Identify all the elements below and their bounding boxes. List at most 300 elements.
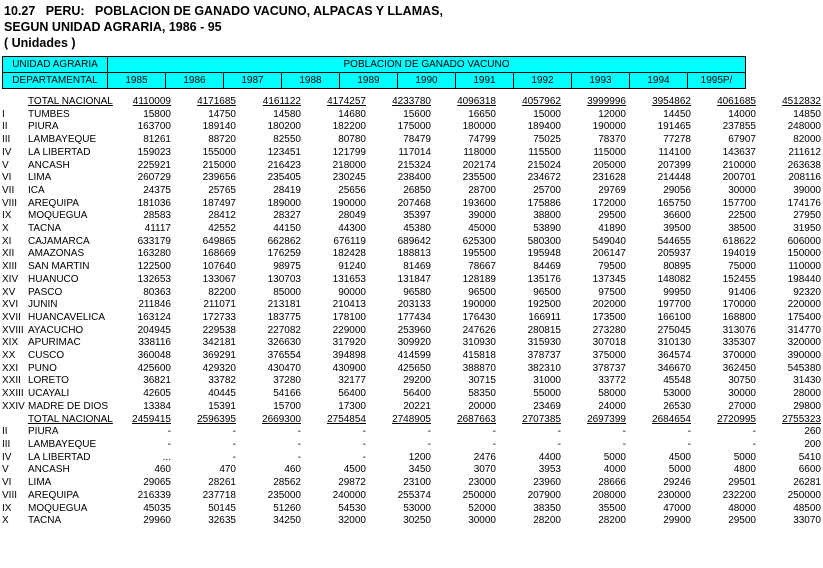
cell-value: 2459415	[132, 413, 171, 425]
cell-value: 31000	[533, 375, 561, 387]
cell-value: 14450	[663, 108, 691, 120]
row-label: CAJAMARCA	[28, 235, 90, 247]
cell-value: 2596395	[197, 413, 236, 425]
cell-value: 1200	[408, 451, 431, 463]
cell-value: 28583	[143, 210, 171, 222]
year-header: 1994	[630, 73, 688, 89]
cell-value: 175400	[787, 311, 821, 323]
cell-value: 4061685	[717, 96, 756, 107]
row-label: LIMA	[28, 477, 52, 489]
row-label: UCAYALI	[28, 388, 70, 400]
cell-value: 39500	[663, 223, 691, 235]
cell-value: 29769	[598, 184, 626, 196]
row-code: III	[2, 134, 11, 146]
cell-value: 170000	[722, 299, 756, 311]
table-row	[2, 388, 823, 401]
cell-value: 97500	[598, 286, 626, 298]
cell-value: 229538	[202, 324, 236, 336]
cell-value: 34250	[273, 515, 301, 527]
report-subtitle: SEGUN UNIDAD AGRARIA, 1986 - 95	[4, 20, 222, 34]
table-row	[2, 198, 823, 211]
cell-value: 205000	[592, 159, 626, 171]
cell-value: 29872	[338, 477, 366, 489]
row-code: II	[2, 121, 8, 133]
cell-value: 204945	[137, 324, 171, 336]
cell-value: 580300	[527, 235, 561, 247]
row-label: LAMBAYEQUE	[28, 134, 97, 146]
cell-value: 33772	[598, 375, 626, 387]
year-header: 1991	[456, 73, 514, 89]
cell-value: 207399	[657, 159, 691, 171]
cell-value: 207468	[397, 197, 431, 209]
group-header: POBLACION DE GANADO VACUNO	[108, 57, 746, 73]
cell-value: 163700	[137, 121, 171, 133]
cell-value: 3999996	[587, 96, 626, 107]
total-row	[2, 96, 823, 109]
cell-value: 42605	[143, 388, 171, 400]
cell-value: 15700	[273, 400, 301, 412]
cell-value: 15600	[403, 108, 431, 120]
cell-value: 33782	[208, 375, 236, 387]
cell-value: 5410	[798, 451, 821, 463]
cell-value: 235500	[462, 172, 496, 184]
cell-value: 80895	[663, 261, 691, 273]
cell-value: 205937	[657, 248, 691, 260]
cell-value: 133067	[202, 273, 236, 285]
cell-value: -	[492, 426, 496, 438]
cell-value: -	[427, 438, 431, 450]
cell-value: 36821	[143, 375, 171, 387]
cell-value: -	[622, 438, 626, 450]
cell-value: 177434	[397, 311, 431, 323]
cell-value: 50145	[208, 502, 236, 514]
cell-value: 14850	[793, 108, 821, 120]
cell-value: 375000	[592, 350, 626, 362]
year-header: 1989	[340, 73, 398, 89]
cell-value: 29056	[663, 184, 691, 196]
cell-value: 342181	[202, 337, 236, 349]
table-row	[2, 147, 823, 160]
cell-value: 237718	[202, 489, 236, 501]
cell-value: 3953	[538, 464, 561, 476]
table-row	[2, 172, 823, 185]
cell-value: 14580	[273, 108, 301, 120]
cell-value: 175000	[397, 121, 431, 133]
cell-value: 28327	[273, 210, 301, 222]
cell-value: 2669300	[262, 413, 301, 425]
unit-header-bottom: DEPARTAMENTAL	[3, 73, 108, 89]
cell-value: 15800	[143, 108, 171, 120]
cell-value: 75025	[533, 134, 561, 146]
cell-value: 44300	[338, 223, 366, 235]
unit-header-top: UNIDAD AGRARIA	[3, 57, 108, 73]
cell-value: -	[167, 438, 171, 450]
cell-value: -	[557, 426, 561, 438]
row-label: TOTAL NACIONAL	[28, 413, 113, 425]
cell-value: 376554	[267, 350, 301, 362]
table-row	[2, 274, 823, 287]
cell-value: 689642	[397, 235, 431, 247]
cell-value: 200701	[722, 172, 756, 184]
cell-value: 32000	[338, 515, 366, 527]
row-label: LA LIBERTAD	[28, 451, 91, 463]
cell-value: 30000	[728, 388, 756, 400]
cell-value: 250000	[787, 489, 821, 501]
cell-value: 544655	[657, 235, 691, 247]
cell-value: 45548	[663, 375, 691, 387]
cell-value: 35500	[598, 502, 626, 514]
cell-value: 4171685	[197, 96, 236, 107]
cell-value: 280815	[527, 324, 561, 336]
row-code	[2, 414, 28, 427]
cell-value: 180200	[267, 121, 301, 133]
cell-value: 168669	[202, 248, 236, 260]
cell-value: 45380	[403, 223, 431, 235]
table-row	[2, 515, 823, 528]
cell-value: 130703	[267, 273, 301, 285]
row-label: JUNIN	[28, 299, 58, 311]
cell-value: 182428	[332, 248, 366, 260]
cell-value: 4000	[603, 464, 626, 476]
cell-value: 114100	[658, 146, 691, 158]
row-label: AYACUCHO	[28, 324, 84, 336]
cell-value: 88720	[208, 134, 236, 146]
row-code: IX	[2, 502, 12, 514]
cell-value: 188813	[397, 248, 431, 260]
row-code: XXIV	[2, 400, 25, 412]
row-code: VI	[2, 477, 12, 489]
cell-value: -	[427, 426, 431, 438]
cell-value: 28049	[338, 210, 366, 222]
row-code: XIII	[2, 261, 18, 273]
cell-value: 155000	[202, 146, 236, 158]
row-code: X	[2, 515, 9, 527]
cell-value: 310930	[462, 337, 496, 349]
row-code: XVI	[2, 299, 19, 311]
cell-value: 215000	[202, 159, 236, 171]
cell-value: 53000	[403, 502, 431, 514]
cell-value: 227082	[267, 324, 301, 336]
cell-value: 77278	[663, 134, 691, 146]
cell-value: 45000	[468, 223, 496, 235]
cell-value: 273280	[592, 324, 626, 336]
cell-value: 38500	[728, 223, 756, 235]
row-label: APURIMAC	[28, 337, 81, 349]
cell-value: 24375	[143, 184, 171, 196]
row-code: V	[2, 159, 9, 171]
cell-value: 39000	[468, 210, 496, 222]
table-row	[2, 375, 823, 388]
cell-value: 168800	[722, 311, 756, 323]
cell-value: 190000	[592, 121, 626, 133]
cell-value: 187497	[202, 197, 236, 209]
cell-value: -	[362, 451, 366, 463]
cell-value: 25700	[533, 184, 561, 196]
cell-value: 460	[284, 464, 301, 476]
report-units: ( Unidades )	[4, 36, 76, 50]
cell-value: 29246	[663, 477, 691, 489]
cell-value: 28666	[598, 477, 626, 489]
cell-value: 203133	[397, 299, 431, 311]
cell-value: 28412	[208, 210, 236, 222]
row-code: XXI	[2, 362, 19, 374]
cell-value: 96500	[533, 286, 561, 298]
cell-value: 12000	[598, 108, 626, 120]
cell-value: 335307	[722, 337, 756, 349]
cell-value: 218000	[332, 159, 366, 171]
table-row	[2, 350, 823, 363]
cell-value: 25656	[338, 184, 366, 196]
row-label: TACNA	[28, 223, 62, 235]
cell-value: 4400	[538, 451, 561, 463]
cell-value: 82550	[273, 134, 301, 146]
cell-value: 388870	[462, 362, 496, 374]
cell-value: 2707385	[522, 413, 561, 425]
cell-value: 3954862	[652, 96, 691, 107]
cell-value: 4110009	[132, 96, 171, 107]
cell-value: 4174257	[327, 96, 366, 107]
cell-value: 260	[804, 426, 821, 438]
cell-value: 110000	[788, 261, 821, 273]
cell-value: 45035	[143, 502, 171, 514]
row-label: SAN MARTIN	[28, 261, 90, 273]
cell-value: 240000	[332, 489, 366, 501]
cell-value: 37280	[273, 375, 301, 387]
cell-value: 549040	[592, 235, 626, 247]
cell-value: 54166	[273, 388, 301, 400]
row-code: XIV	[2, 273, 19, 285]
cell-value: 157700	[722, 197, 756, 209]
cell-value: 202174	[462, 159, 496, 171]
cell-value: 625300	[462, 235, 496, 247]
row-code: IV	[2, 146, 12, 158]
cell-value: -	[167, 426, 171, 438]
cell-value: 98975	[273, 261, 301, 273]
cell-value: 92320	[793, 286, 821, 298]
cell-value: 195500	[462, 248, 496, 260]
cell-value: 232200	[722, 489, 756, 501]
cell-value: 143637	[722, 146, 756, 158]
cell-value: 24000	[598, 400, 626, 412]
cell-value: 91240	[338, 261, 366, 273]
cell-value: 117014	[398, 146, 431, 158]
cell-value: 82000	[793, 134, 821, 146]
cell-value: 4096318	[457, 96, 496, 107]
data-table	[2, 96, 823, 528]
cell-value: 96580	[403, 286, 431, 298]
cell-value: 430900	[332, 362, 366, 374]
cell-value: 174176	[787, 197, 821, 209]
cell-value: 90000	[338, 286, 366, 298]
cell-value: 197700	[657, 299, 691, 311]
cell-value: 317920	[332, 337, 366, 349]
cell-value: 29800	[793, 400, 821, 412]
cell-value: 470	[219, 464, 236, 476]
cell-value: 378737	[592, 362, 626, 374]
row-label: AREQUIPA	[28, 197, 79, 209]
cell-value: 190000	[332, 197, 366, 209]
cell-value: 208116	[788, 172, 821, 184]
table-row	[2, 439, 823, 452]
year-header: 1985	[108, 73, 166, 89]
cell-value: 429320	[202, 362, 236, 374]
row-label: MOQUEGUA	[28, 210, 88, 222]
table-row	[2, 236, 823, 249]
cell-value: 23960	[533, 477, 561, 489]
table-row	[2, 312, 823, 325]
cell-value: 2720995	[717, 413, 756, 425]
cell-value: 230245	[332, 172, 366, 184]
cell-value: 382310	[527, 362, 561, 374]
cell-value: 231628	[592, 172, 626, 184]
cell-value: 29900	[663, 515, 691, 527]
cell-value: -	[362, 438, 366, 450]
cell-value: 67907	[728, 134, 756, 146]
cell-value: 225921	[137, 159, 171, 171]
cell-value: 633179	[137, 235, 171, 247]
table-row	[2, 325, 823, 338]
cell-value: 414599	[397, 350, 431, 362]
cell-value: -	[687, 438, 691, 450]
cell-value: 159023	[137, 146, 171, 158]
cell-value: 247626	[462, 324, 496, 336]
cell-value: 237855	[722, 121, 756, 133]
cell-value: -	[752, 426, 756, 438]
cell-value: 85000	[273, 286, 301, 298]
cell-value: 215024	[527, 159, 561, 171]
cell-value: 17300	[338, 400, 366, 412]
cell-value: 23000	[468, 477, 496, 489]
cell-value: 346670	[657, 362, 691, 374]
cell-value: 47000	[663, 502, 691, 514]
cell-value: 230000	[657, 489, 691, 501]
cell-value: 394898	[332, 350, 366, 362]
cell-value: 35397	[403, 210, 431, 222]
row-label: ANCASH	[28, 464, 70, 476]
cell-value: -	[232, 438, 236, 450]
cell-value: 32177	[338, 375, 366, 387]
cell-value: -	[362, 426, 366, 438]
table-row	[2, 210, 823, 223]
cell-value: 39000	[793, 184, 821, 196]
cell-value: 425650	[397, 362, 431, 374]
row-code: VIII	[2, 489, 18, 501]
cell-value: 128189	[462, 273, 496, 285]
cell-value: 28000	[793, 388, 821, 400]
year-header: 1988	[282, 73, 340, 89]
cell-value: 239656	[202, 172, 236, 184]
cell-value: 250000	[462, 489, 496, 501]
row-code: II	[2, 426, 8, 438]
cell-value: 618622	[722, 235, 756, 247]
row-label: TACNA	[28, 515, 62, 527]
table-row	[2, 299, 823, 312]
cell-value: 48000	[728, 502, 756, 514]
cell-value: 107640	[202, 261, 236, 273]
row-code: XI	[2, 235, 12, 247]
cell-value: 163124	[137, 311, 171, 323]
year-header: 1990	[398, 73, 456, 89]
cell-value: 132653	[137, 273, 171, 285]
cell-value: 99950	[663, 286, 691, 298]
cell-value: 58350	[468, 388, 496, 400]
cell-value: 27950	[793, 210, 821, 222]
table-row	[2, 464, 823, 477]
total-row	[2, 414, 823, 427]
report-title: 10.27 PERU: POBLACION DE GANADO VACUNO, ALPACAS Y LLAMAS,	[4, 4, 443, 18]
row-code: IV	[2, 451, 12, 463]
cell-value: 30750	[728, 375, 756, 387]
cell-value: 166911	[528, 311, 561, 323]
cell-value: 82200	[208, 286, 236, 298]
cell-value: 51260	[273, 502, 301, 514]
cell-value: 96500	[468, 286, 496, 298]
cell-value: 30715	[468, 375, 496, 387]
row-label: PASCO	[28, 286, 63, 298]
cell-value: 28200	[533, 515, 561, 527]
cell-value: 370000	[722, 350, 756, 362]
cell-value: 20221	[403, 400, 431, 412]
cell-value: 28200	[598, 515, 626, 527]
cell-value: 3450	[408, 464, 431, 476]
table-row	[2, 287, 823, 300]
cell-value: 42552	[208, 223, 236, 235]
table-row	[2, 426, 823, 439]
cell-value: 189400	[527, 121, 561, 133]
year-header: 1993	[572, 73, 630, 89]
cell-value: 2697399	[587, 413, 626, 425]
cell-value: 182200	[332, 121, 366, 133]
cell-value: 173500	[592, 311, 626, 323]
cell-value: 16650	[468, 108, 496, 120]
row-label: TOTAL NACIONAL	[28, 96, 113, 107]
table-row	[2, 363, 823, 376]
cell-value: 2476	[473, 451, 496, 463]
row-code: IX	[2, 210, 12, 222]
cell-value: 178100	[332, 311, 366, 323]
row-label: HUANCAVELICA	[28, 311, 106, 323]
row-code: VIII	[2, 197, 18, 209]
cell-value: -	[557, 438, 561, 450]
cell-value: 198440	[787, 273, 821, 285]
cell-value: 29065	[143, 477, 171, 489]
cell-value: 676119	[333, 235, 366, 247]
table-row	[2, 452, 823, 465]
row-label: LAMBAYEQUE	[28, 438, 97, 450]
cell-value: 202000	[592, 299, 626, 311]
cell-value: 79500	[598, 261, 626, 273]
cell-value: 430470	[267, 362, 301, 374]
cell-value: 28419	[273, 184, 301, 196]
cell-value: 362450	[722, 362, 756, 374]
cell-value: 206147	[592, 248, 626, 260]
cell-value: 74799	[468, 134, 496, 146]
cell-value: 33070	[793, 515, 821, 527]
cell-value: 28261	[208, 477, 236, 489]
cell-value: 44150	[273, 223, 301, 235]
cell-value: 260729	[137, 172, 171, 184]
cell-value: 172000	[592, 197, 626, 209]
cell-value: 48500	[793, 502, 821, 514]
cell-value: 208000	[592, 489, 626, 501]
cell-value: 29501	[728, 477, 756, 489]
row-code: XV	[2, 286, 16, 298]
cell-value: 189140	[202, 121, 236, 133]
cell-value: 4500	[343, 464, 366, 476]
cell-value: 56400	[403, 388, 431, 400]
cell-value: 183775	[267, 311, 301, 323]
cell-value: 40445	[208, 388, 236, 400]
